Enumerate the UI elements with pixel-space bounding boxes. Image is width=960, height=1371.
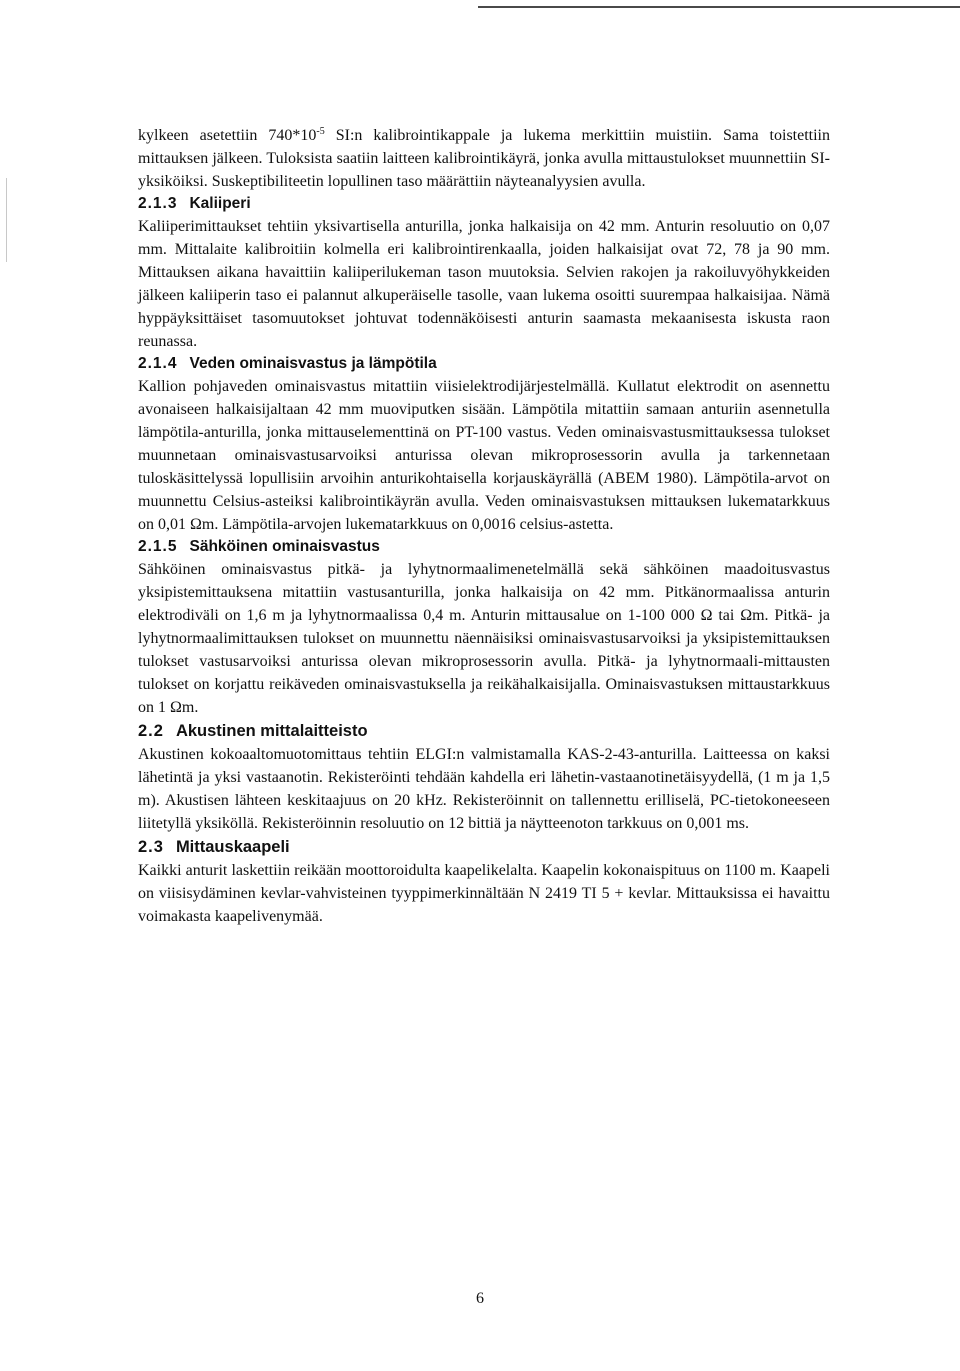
paragraph-kaliiperi: Kaliiperimittaukset tehtiin yksivartisella anturilla, jonka halkaisija on 42 mm. Anturin resoluutio on 0,07 mm. Mittalaite kalibroitiin kolmella eri kalibrointirenkaalla, joiden halkaisijat ovat 72, 78 ja 90 mm. Mittauksen aikana havaittiin kaliiperilukeman tason muutoksia. Selvien rakojen ja rakoiluvyöhykkeiden jälkeen kaliiperin taso ei palannut alkuperäiselle tasolle, vaan lukema osoitti suurempaa halkaisijaa. Nämä hyppäyksittäiset tasomuutokset johtuvat todennäköisesti anturin saamasta mekaanisesta iskusta raon reunassa. — [138, 218, 830, 350]
section-title: Kaliiperi — [189, 195, 251, 212]
exponent: -5 — [316, 126, 325, 137]
paragraph-akustinen-mittalaitteisto: Akustinen kokoaaltomuotomittaus tehtiin ELGI:n valmistamalla KAS-2-43-anturilla. Laitteessa on kaksi lähetintä ja yksi vastaanotin. Rekisteröinti tehdään kahdella eri lähetin-vastaanotinetäisyydellä, (1 m ja 1,5 m). Akustisen lähteen keskitaajuus on 20 kHz. Rekisteröinnit on tallennettu erilliselä, PC-tietokoneeseen liitetyllä yksiköllä. Rekisteröinnin resoluutio on 12 bittiä ja näytteenoton tarkkuus on 0,001 ms. — [138, 746, 830, 832]
section-number: 2.2 — [138, 722, 164, 740]
section-number: 2.3 — [138, 838, 164, 856]
heading-akustinen-mittalaitteisto — [138, 719, 830, 743]
section-title: Akustinen mittalaitteisto — [175, 722, 368, 740]
document-page — [138, 124, 830, 928]
paragraph-veden-ominaisvastus: Kallion pohjaveden ominaisvastus mitattiin viisielektrodijärjestelmällä. Kullatut elektrodit on asennettu avonaiseen halkaisijaltaan 42 mm muoviputken sisään. Lämpötila mitattiin samaan anturiin asennetulla lämpötila-anturilla, jonka mittauselementtinä on PT-100 vastus. Veden ominaisvastusmittauksessa tulokset muunnetaan ominaisvastusarvoiksi anturissa olevan mikroprosessorin avulla ja tarkennetaan tuloskäsittelyssä lopullisiin arvoihin anturikohtaisella korjauskäyrällä (ABEM 1980). Lämpötila-arvot on muunnettu Celsius-asteiksi kalibrointikäyrän avulla. Veden ominaisvastuksen mittauksen lukematarkkuus on 0,01 Ωm. Lämpötila-arvojen lukematarkkuus on 0,0016 celsius-astetta. — [138, 378, 830, 533]
section-title: Veden ominaisvastus ja lämpötila — [189, 355, 437, 372]
intro-text-end: SI:n kalibrointikappale ja lukema merkittiin muistiin. Sama toistettiin mittauksen jälkeen. Tuloksista saatiin laitteen kalibrointikäyrä, jonka avulla mittaustulokset muunnettiin SI-yksiköiksi. Suskeptibiliteetin lopullinen taso määrättiin näyteanalyysien avulla. — [138, 127, 831, 190]
intro-paragraph — [138, 124, 830, 193]
page-number: 6 — [476, 1290, 484, 1307]
scan-top-rule — [478, 6, 960, 8]
paragraph-sahkoinen-ominaisvastus: Sähköinen ominaisvastus pitkä- ja lyhytnormaalimenetelmällä sekä sähköinen maadoitusvastus yksipistemittauksena mitattiin vastusanturilla, jonka halkaisija on 42 mm. Pitkänormaalissa anturin elektrodiväli on 1,6 m ja lyhytnormaalissa 0,4 m. Anturin mittausalue on 1-100 000 Ω tai Ωm. Pitkä- ja lyhytnormaalimittauksen tulokset on muunnettu näennäisiksi ominaisvastusarvoiksi ja yksipistemittauksen tulokset vastusarvoiksi anturissa olevan mikroprosessorin avulla. Pitkä- ja lyhytnormaali-mittausten tulokset on korjattu reikäveden ominaisvastuksella ja reikähalkaisijalla. Ominaisvastuksen mittaustarkkuus on 1 Ωm. — [138, 561, 830, 716]
heading-mittauskaapeli — [138, 835, 830, 859]
intro-text-start: kylkeen asetettiin 740*10 — [138, 127, 317, 144]
section-number: 2.1.5 — [138, 538, 178, 555]
paragraph-mittauskaapeli: Kaikki anturit laskettiin reikään moottoroidulta kaapelikelalta. Kaapelin kokonaispituus on 1100 m. Kaapeli on viisisydäminen kevlar-vahvisteinen tyyppimerkinnältään N 2419 TI 5 + kevlar. Mittauksissa ei havaittu voimakasta kaapelivenymää. — [138, 862, 830, 925]
section-title: Mittauskaapeli — [175, 838, 290, 856]
section-title: Sähköinen ominaisvastus — [189, 538, 380, 555]
heading-veden-ominaisvastus — [138, 353, 830, 375]
section-number: 2.1.3 — [138, 195, 178, 212]
scan-margin-mark — [6, 178, 7, 262]
section-number: 2.1.4 — [138, 355, 178, 372]
heading-sahkoinen-ominaisvastus — [138, 536, 830, 558]
heading-kaliiperi — [138, 193, 830, 215]
